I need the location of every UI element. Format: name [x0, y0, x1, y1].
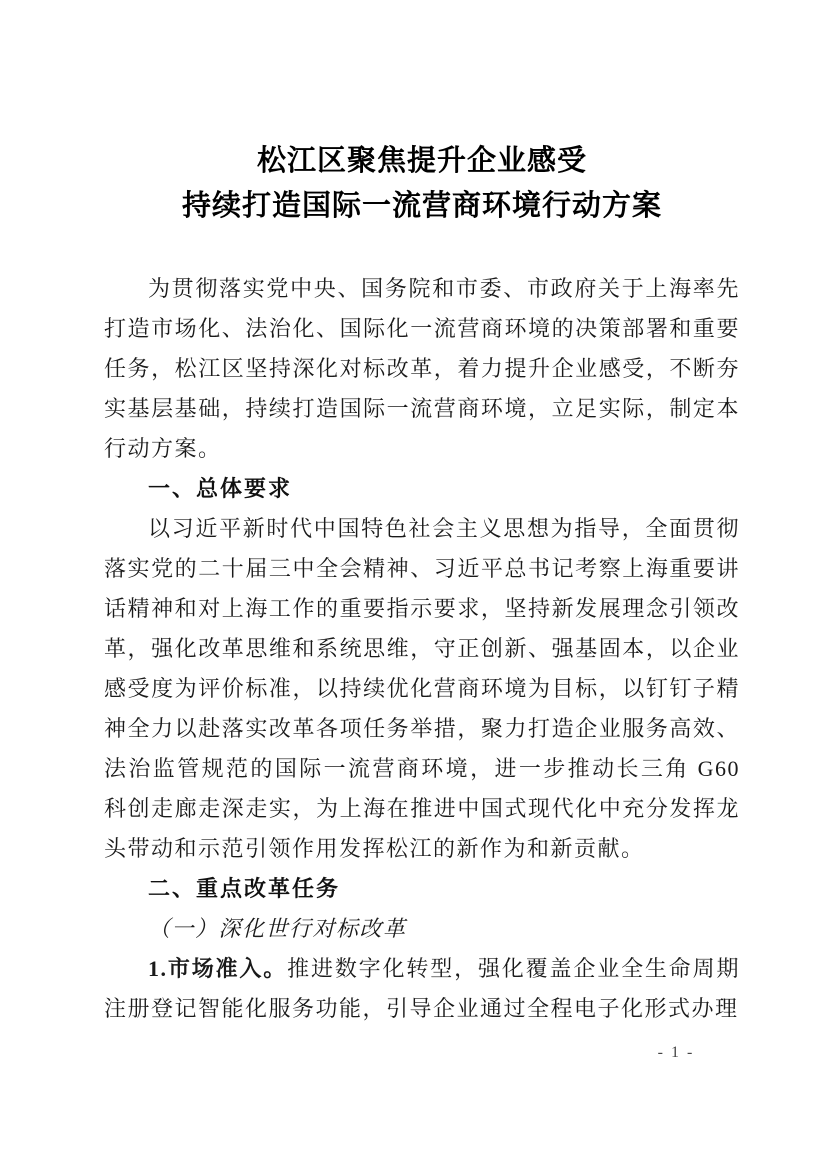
document-title-line-1: 松江区聚焦提升企业感受 — [256, 145, 587, 177]
section-heading-overall-requirements: 一、总体要求 — [148, 476, 293, 501]
document-body — [104, 269, 740, 1029]
document-title-line-2: 持续打造国际一流营商环境行动方案 — [181, 190, 662, 222]
task-market-access-lead: 1.市场准入。 — [148, 956, 288, 981]
paragraph-section1-body: 以习近平新时代中国特色社会主义思想为指导，全面贯彻落实党的二十届三中全会精神、习近平总书记考察上海重要讲话精神和对上海工作的重要指示要求，坚持新发展理念引领改革，强化改革思维和系统思维，守正创新、强基固本，以企业感受度为评价标准，以持续优化营商环境为目标，以钉钉子精神全力以赴落实改革各项任务举措，聚力打造企业服务高效、法治监管规范的国际一流营商环境，进一步推动长三角 G60 科创走廊走深走实，为上海在推进中国式现代化中充分发挥龙头带动和示范引领作用发挥松江的新作为和新贡献。 — [104, 516, 740, 861]
page-number: - 1 - — [657, 1044, 695, 1061]
sub-heading-world-bank-benchmark-reform: （一）深化世行对标改革 — [148, 916, 407, 941]
section-heading-key-reform-tasks: 二、重点改革任务 — [148, 876, 341, 901]
paragraph-task-market-access — [104, 949, 740, 1029]
task-market-access-text: 推进数字化转型，强化覆盖企业全生命周期注册登记智能化服务功能，引导企业通过全程电子化形式办理 — [104, 956, 740, 1021]
document-content — [104, 139, 740, 1029]
paragraph-intro: 为贯彻落实党中央、国务院和市委、市政府关于上海率先打造市场化、法治化、国际化一流营商环境的决策部署和重要任务，松江区坚持深化对标改革，着力提升企业感受，不断夯实基层基础，持续打造国际一流营商环境，立足实际，制定本行动方案。 — [104, 276, 740, 461]
document-title — [104, 139, 740, 229]
